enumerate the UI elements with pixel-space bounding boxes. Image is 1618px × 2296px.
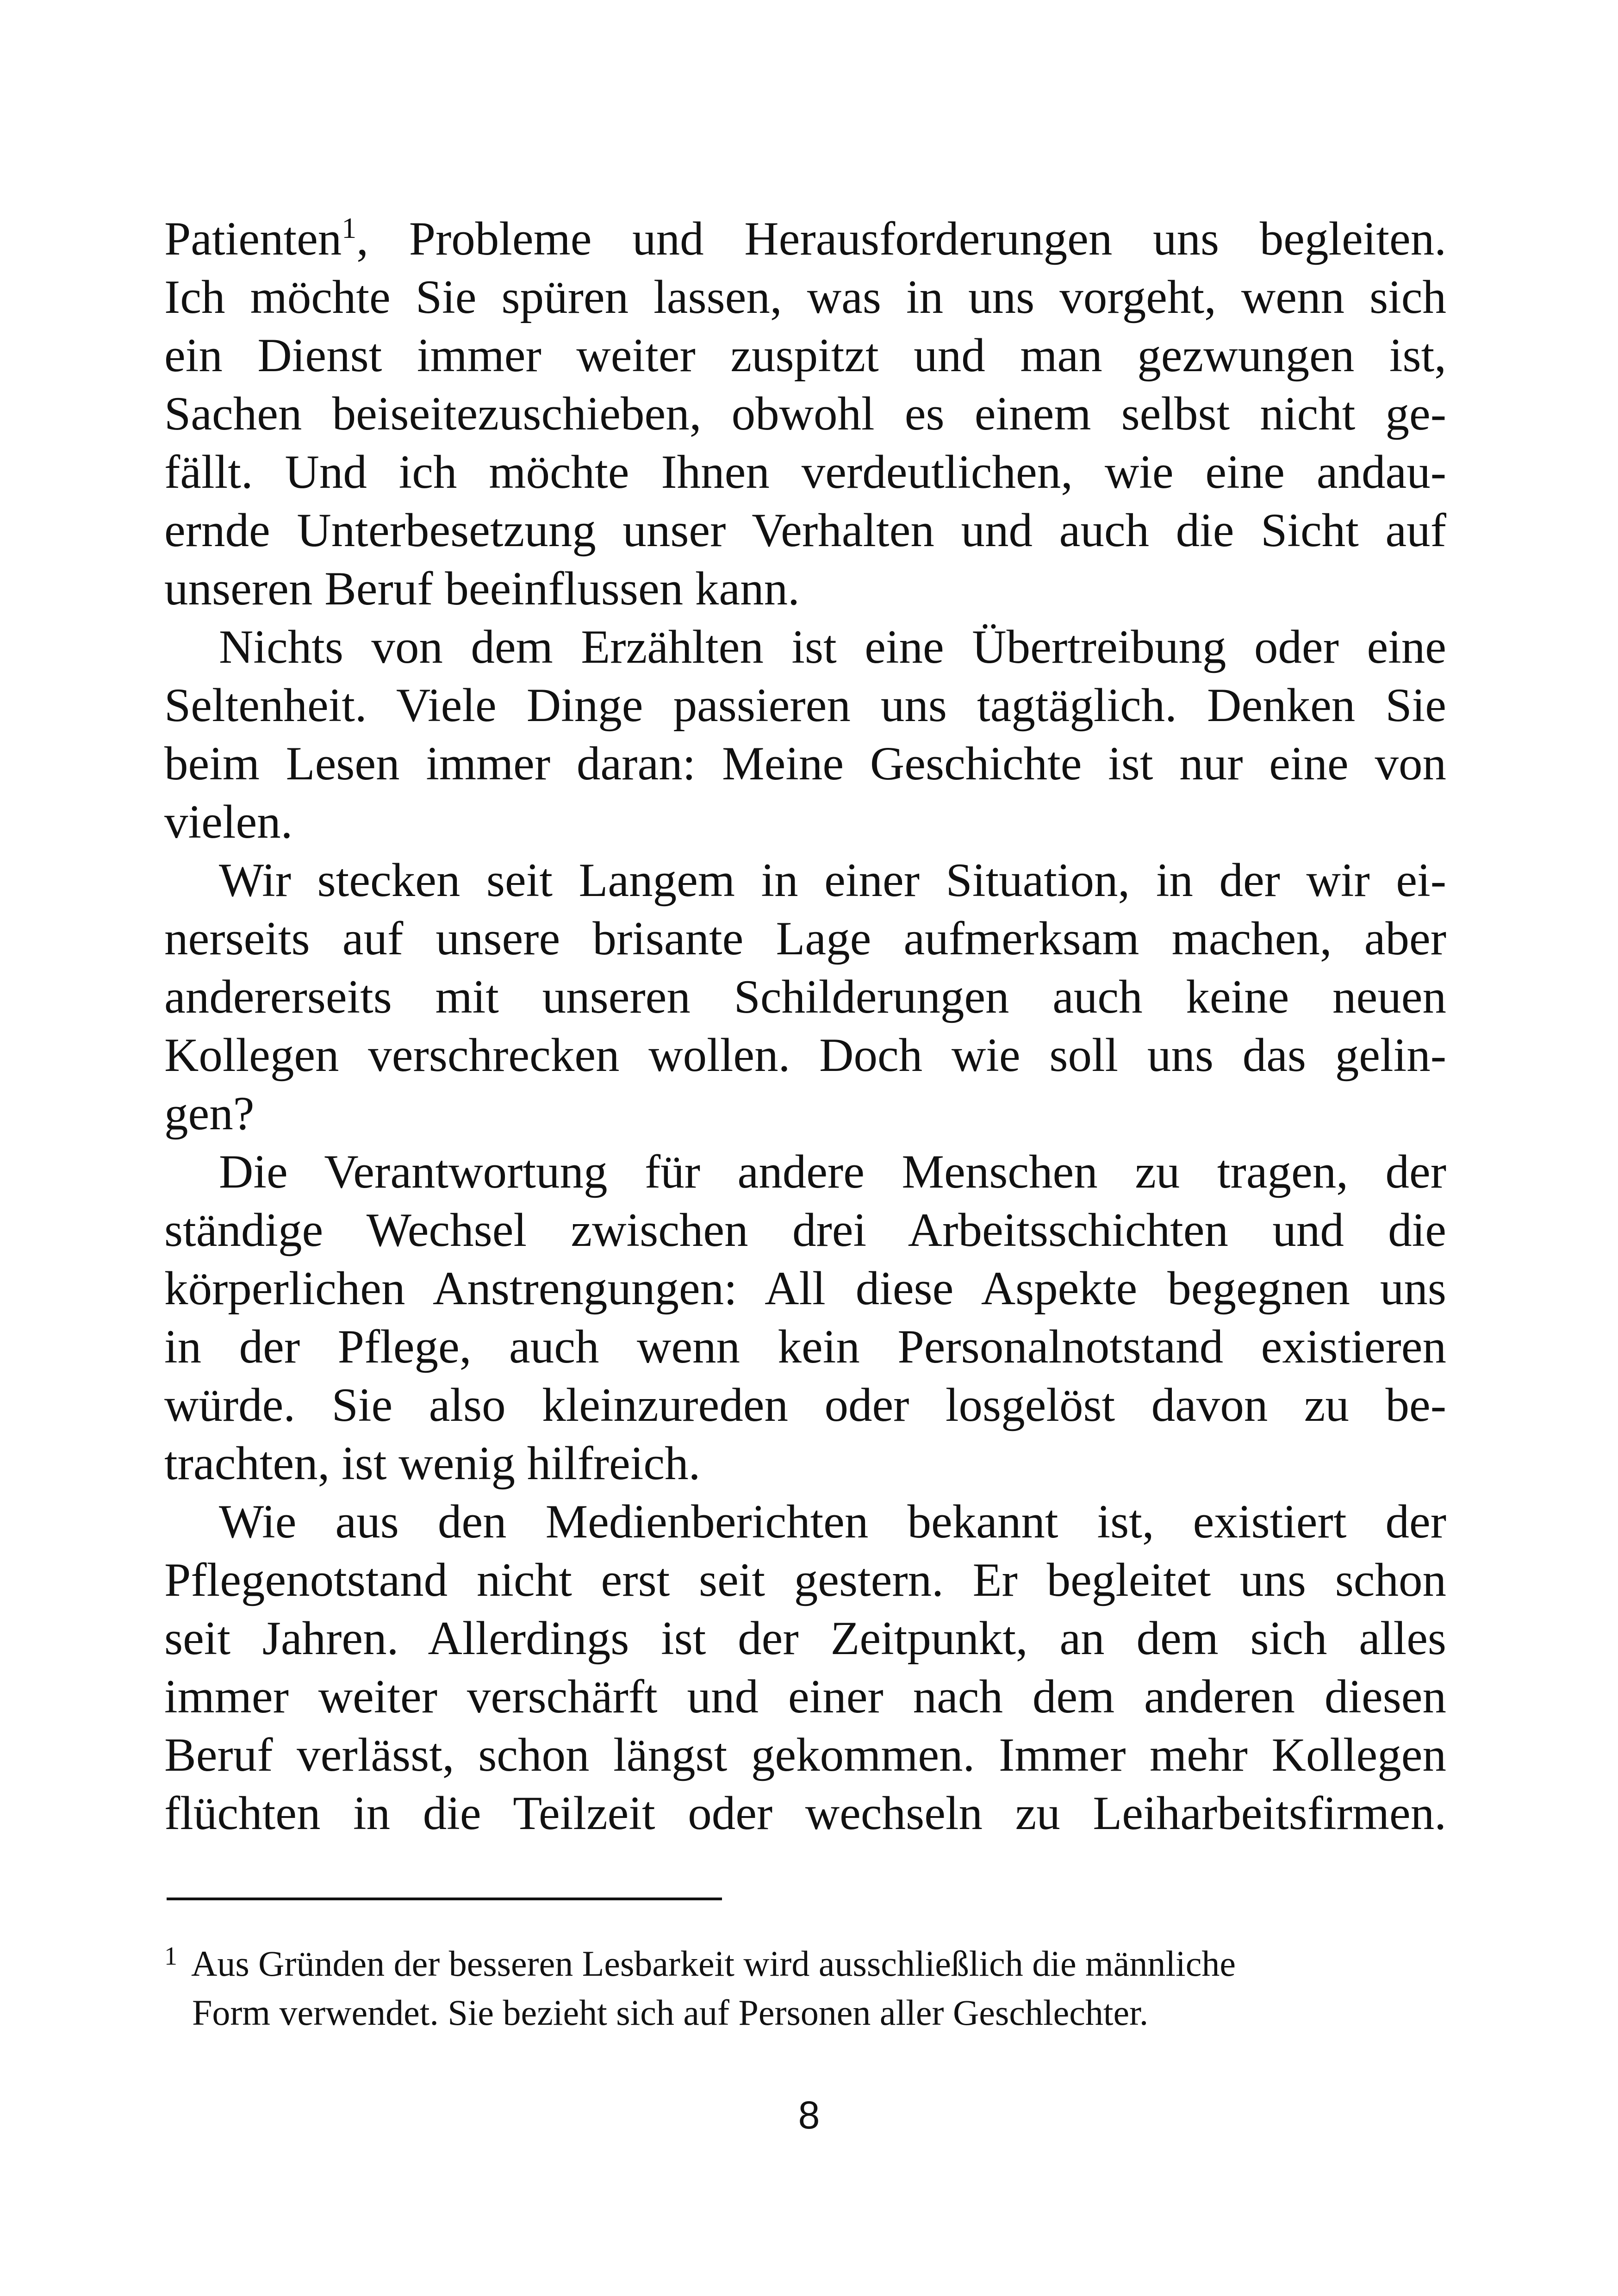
text-line: flüchten in die Teilzeit oder wechseln zu Leiharbeitsfirmen. bbox=[164, 1787, 1446, 1840]
footnote-line: Form verwendet. Sie bezieht sich auf Personen aller Geschlechter. bbox=[192, 1992, 1149, 2033]
paragraph-4 bbox=[164, 1143, 1446, 1493]
text-line: trachten, ist wenig hilfreich. bbox=[164, 1437, 701, 1490]
text-line: Kollegen verschrecken wollen. Doch wie soll uns das gelin- bbox=[164, 1029, 1446, 1082]
text-line: würde. Sie also kleinzureden oder losgelöst davon zu be- bbox=[164, 1379, 1446, 1431]
text-line: gen? bbox=[164, 1087, 255, 1140]
footnote-mark: 1 bbox=[164, 1942, 177, 1971]
paragraph-5 bbox=[164, 1493, 1446, 1842]
paragraph-1 bbox=[164, 210, 1446, 618]
text-line: ernde Unterbesetzung unser Verhalten und auch die Sicht auf bbox=[164, 504, 1446, 557]
text-line: körperlichen Anstrengungen: All diese Aspekte begegnen uns bbox=[164, 1262, 1446, 1315]
text-line: nerseits auf unsere brisante Lage aufmerksam machen, aber bbox=[164, 912, 1446, 965]
footnote-reference[interactable]: 1 bbox=[342, 212, 357, 244]
text-line: Sachen beiseitezuschieben, obwohl es einem selbst nicht ge- bbox=[164, 387, 1446, 440]
text-line: Wir stecken seit Langem in einer Situation, in der wir ei- bbox=[219, 854, 1446, 907]
text-line: Patienten$^1$, Probleme und Herausforderungen uns begleiten. bbox=[164, 212, 1446, 265]
footnote-line: $^1$ Aus Gründen der besseren Lesbarkeit wird ausschließlich die männliche bbox=[164, 1942, 1236, 1984]
footnote bbox=[164, 1939, 1451, 2037]
text-line: immer weiter verschärft und einer nach dem anderen diesen bbox=[164, 1670, 1446, 1723]
paragraph-2 bbox=[164, 618, 1446, 851]
text-line: Ich möchte Sie spüren lassen, was in uns vorgeht, wenn sich bbox=[164, 271, 1446, 324]
text-line: ständige Wechsel zwischen drei Arbeitsschichten und die bbox=[164, 1204, 1446, 1257]
text-line: andererseits mit unseren Schilderungen auch keine neuen bbox=[164, 971, 1446, 1023]
text-line: vielen. bbox=[164, 796, 293, 848]
footnote-divider bbox=[167, 1898, 722, 1900]
text-line: in der Pflege, auch wenn kein Personalnotstand existieren bbox=[164, 1320, 1446, 1373]
text-line: Die Verantwortung für andere Menschen zu tragen, der bbox=[219, 1145, 1446, 1198]
paragraph-3 bbox=[164, 851, 1446, 1143]
text-line: Seltenheit. Viele Dinge passieren uns tagtäglich. Denken Sie bbox=[164, 679, 1446, 732]
text-line: Pflegenotstand nicht erst seit gestern. Er begleitet uns schon bbox=[164, 1554, 1446, 1606]
text-line: beim Lesen immer daran: Meine Geschichte ist nur eine von bbox=[164, 737, 1446, 790]
text-line: seit Jahren. Allerdings ist der Zeitpunkt, an dem sich alles bbox=[164, 1612, 1446, 1665]
text-line: unseren Beruf beeinflussen kann. bbox=[164, 562, 800, 615]
page-number: 8 bbox=[798, 2093, 820, 2137]
text-line: ein Dienst immer weiter zuspitzt und man gezwungen ist, bbox=[164, 329, 1446, 382]
body-text bbox=[164, 210, 1446, 1842]
text-line: Nichts von dem Erzählten ist eine Übertreibung oder eine bbox=[219, 621, 1446, 673]
text-line: Beruf verlässt, schon längst gekommen. Immer mehr Kollegen bbox=[164, 1729, 1446, 1781]
text-line: Wie aus den Medienberichten bekannt ist, existiert der bbox=[219, 1495, 1446, 1548]
text-line: fällt. Und ich möchte Ihnen verdeutlichen, wie eine andau- bbox=[164, 446, 1446, 498]
